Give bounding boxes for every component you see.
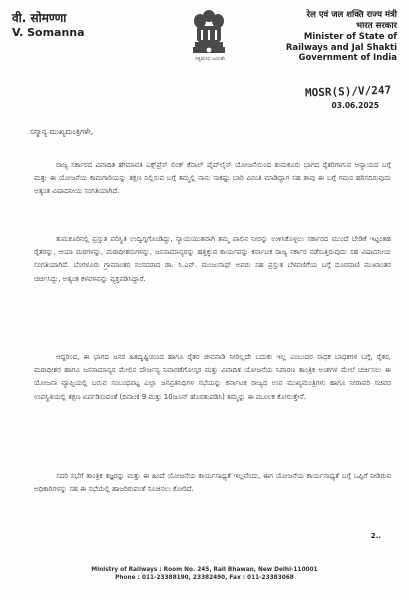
sender-name-block bbox=[12, 10, 152, 40]
footer-address: Ministry of Railways : Room No. 245, Rail Bhawan, New Delhi-110001 bbox=[91, 567, 318, 573]
designation-english-line2: Railways and Jal Shakti bbox=[285, 42, 397, 53]
body-paragraph: ಆದ್ದರಿಂದ, ಈ ಭಾಗದ ಜನರ ಹಿತದೃಷ್ಟಿಯಿಂದ ಹಾಗೂ ರೈತರ ಜೀವನಾಡಿ ನೀರಿಲ್ಲದೇ ಬದುಕು ಇಲ್ಲ ಎಂಬುದರ ಸಾಧಕ ಬಾಧಕಗಳ ಬಗ್ಗೆ, ರೈತರ, ಮಠಾಧೀಶರ ಹಾಗೂ ಜನಸಾಮಾನ್ಯರ ಮೇಲಿನ ದೌರ್ಜನ್ಯ ನಿವಾರಣೆಗೋಸ್ಕರ ಮತ್ತು ವಿವಾದಿತ ಯೋಜನೆಯ ನಿವಾರಣ ತಾಂತ್ರಿಕ ಅಂಶಗಳ ಮೇಲೆ ಚರ್ಚಿಸಲು ಈ ಯೋಜನಾ ವ್ಯಾಪ್ತಿಯಲ್ಲಿ ಬರುವ ಸಂಬಂಧಪಟ್ಟ ಎಲ್ಲಾ ಜನಪ್ರತಿನಿಧಿಗಳ ಸಭೆಯನ್ನು ಕರ್ನಾಟಕ ರಾಜ್ಯದ ಉಪ ಮುಖ್ಯಮಂತ್ರಿಗಳು ಹಾಗೂ ನೀರಾವರಿ ಸಚಿವರ ಉಪಸ್ಥಿತಿಯಲ್ಲಿ ತಕ್ಷಣ ಏರ್ಪಡಿಸುವಂತೆ (ದಿನಾಂಕ 9 ಮತ್ತು 10ಜೂನ್ ಹೊರತುಪಡಿಸಿ) ತಮ್ಮನ್ನು ಈ ಮೂಲಕ ಕೋರುತ್ತೇನೆ. bbox=[34, 353, 391, 401]
sender-name-hindi: वी. सोमण्णा bbox=[12, 11, 67, 25]
salutation: ಸನ್ಮಾನ್ಯ ಮುಖ್ಯಮಂತ್ರಿಗಳೇ, bbox=[30, 127, 94, 136]
footer-contact: Phone : 011-23388190, 23382490, Fax : 011-23383068 bbox=[115, 575, 294, 581]
reference-number: MOSR(S)/V/247 bbox=[304, 83, 392, 100]
body-paragraph: ತುಮಕೂರಿನಲ್ಲಿ ಪ್ರಸ್ತುತ ಪರಿಸ್ಥಿತಿ ಉದ್ವಿಗ್ನಗೊಂಡಿದ್ದು, ನ್ಯಾಯಯುತವಾಗಿ ತಮ್ಮ ಪಾಲಿನ ನೀರನ್ನು ಉಳಿಸಿಕೊಳ್ಳಲು ಸರ್ಕಾರದ ಮುಂದೆ ಬೇಡಿಕೆ ಇಟ್ಟಂತಹ ರೈತರನ್ನು, ಆಯಾ ಮಠಗಳನ್ನು, ಮಠಾಧೀಶರುಗಳನ್ನು, ಜನಸಾಮಾನ್ಯರನ್ನು ಹತ್ತಿಕ್ಕುವ ಕಾರ್ಯವನ್ನು ಕರ್ನಾಟಕ ರಾಜ್ಯ ಸರ್ಕಾರ ನಡೆಸುತ್ತಿರುವುದು ಸಹ ವಿಷಾದನೀಯ ಸಂಗತಿಯಾಗಿದೆ. ಬೆಂಗಳೂರು ಗ್ರಾಮಾಂತರ ಸಂಸದರಾದ ಡಾ. ಸಿ.ಎನ್. ಮಂಜುನಾಥ್ ಅವರು ಸಹ ಪ್ರಸ್ತುತ ಬೆಳವಣಿಗೆಯ ಬಗ್ಗೆ ದೂರವಾಣಿ ಮುಖಾಂತರ ಚರ್ಚಿಸಿದ್ದು, ಅತ್ಯಂತ ಕಳವಳವನ್ನು ವ್ಯಕ್ತಪಡಿಸಿದ್ದಾರೆ. bbox=[34, 235, 391, 283]
page-continuation-marker: 2.. bbox=[370, 532, 381, 540]
sender-name-english: V. Somanna bbox=[12, 26, 85, 39]
body-paragraph: ಸದರಿ ಸಭೆಗೆ ತಾಂತ್ರಿಕ ತಜ್ಞರನ್ನು ಮತ್ತು ಈ ಹಿಂದೆ ಯೋಜನೆಯ ಕಾರ್ಯಸಾಧ್ಯತೆ ಇಲ್ಲವೆಂದು, ಈಗ ಯೋಜನೆಯ ಕಾರ್ಯಸಾಧ್ಯತೆ ಬಗ್ಗೆ ಒಪ್ಪಿಗೆ ನೀಡಿರುವ ಅಧಿಕಾರಿಗಳನ್ನು ಸಹ ಈ ಸಭೆಯಲ್ಲಿ ಹಾಜರಿರುವಂತೆ ಸೂಚಿಸಲು ಕೋರಿದೆ. bbox=[34, 472, 391, 494]
designation-hindi-line1: रेल एवं जल शक्ति राज्य मंत्री bbox=[306, 10, 397, 20]
body-paragraph: ರಾಜ್ಯ ಸರ್ಕಾರದ ವಿವಾದಿತ ಹೇಮಾವತಿ ಎಕ್ಸ್‌ಪ್ರೆಸ್ ಲಿಂಕ್ ಕೆನಾಲ್ ಪೈಪ್‌ಲೈನ್ ಯೋಜನೆಯಿಂದ ತುಮಕೂರು ಭಾಗದ ರೈತರಿಗಾಗುವ ಅನ್ಯಾಯದ ಬಗ್ಗೆ ಮತ್ತು ಈ ಯೋಜನೆಯ ಕಾಮಗಾರಿಯನ್ನು ತಕ್ಷಣ ನಿಲ್ಲಿಸುವ ಬಗ್ಗೆ ತಮ್ಮಲ್ಲಿ ನಾನು ಸಾಕಷ್ಟು ಬಾರಿ ವಿನಂತಿ ಮಾಡಿದ್ದಾಗ ಸಹ ತಾವು ಈ ಬಗ್ಗೆ ಗಮನ ಹರಿಸದಿರುವುದು ಅತ್ಯಂತ ವಿಷಾದನೀಯ ಸಂಗತಿಯಾಗಿದೆ. bbox=[34, 161, 391, 196]
letter-date: 03.06.2025 bbox=[331, 101, 379, 110]
designation-english-line1: Minister of State of bbox=[303, 32, 397, 42]
designation-hindi-line2: भारत सरकार bbox=[356, 21, 397, 31]
letter-footer bbox=[0, 566, 409, 582]
designation-english-line3: Government of India bbox=[298, 53, 397, 63]
emblem-motto: ಸತ್ಯಮೇವ ಜಯತೇ bbox=[194, 56, 226, 62]
designation-block bbox=[267, 10, 397, 64]
national-emblem-icon bbox=[186, 6, 232, 72]
